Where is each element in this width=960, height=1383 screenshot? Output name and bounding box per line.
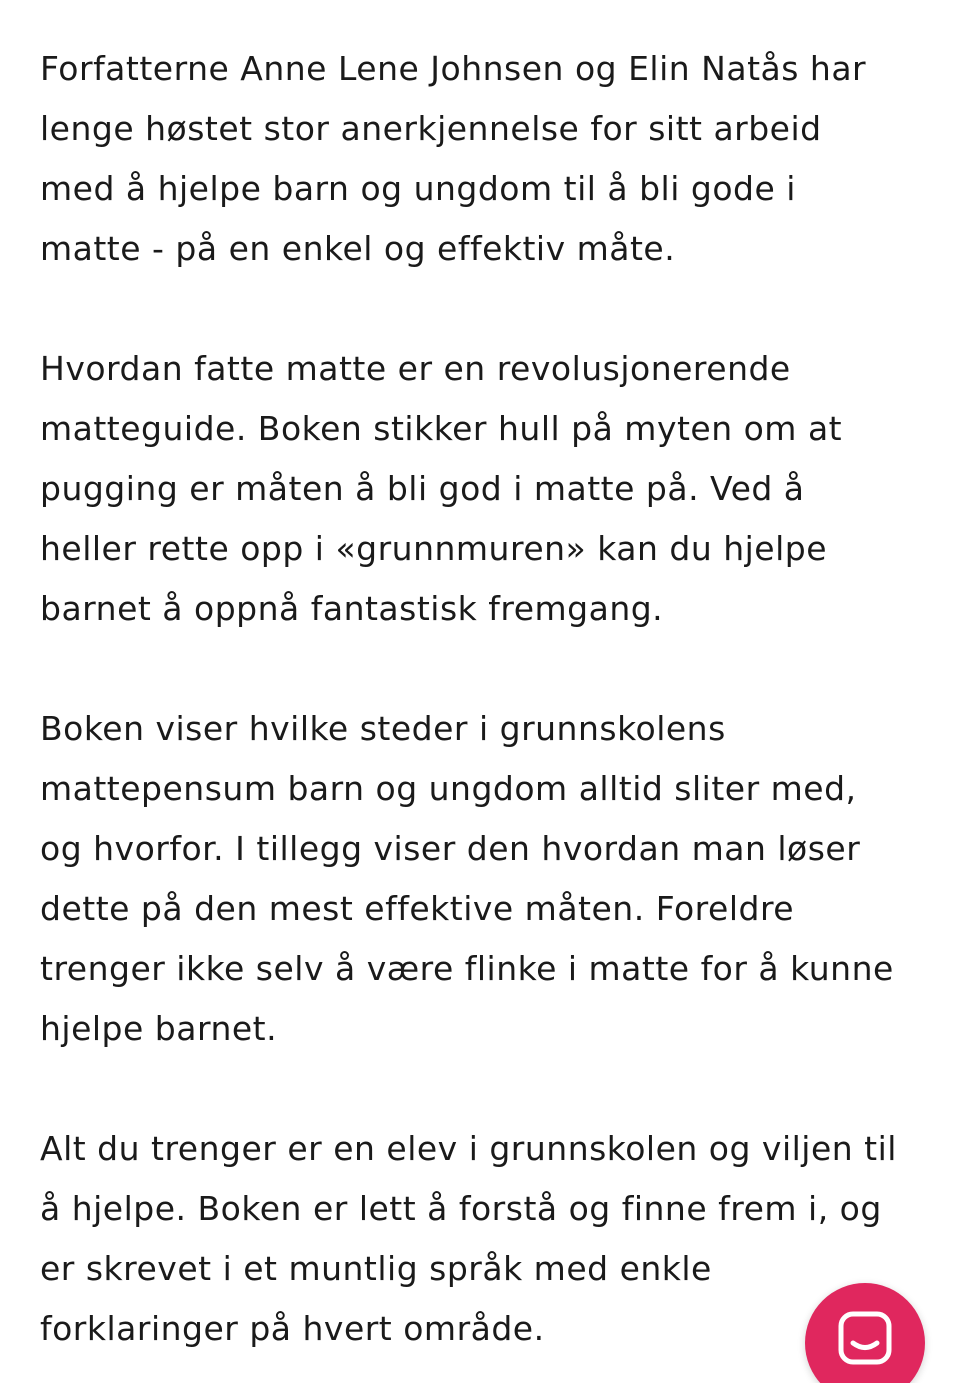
text-line: Alt du trenger er en elev i grunnskolen og viljen til [40,1129,897,1168]
paragraph-2 [40,339,940,639]
text-line: dette på den mest effektive måten. Foreldre [40,889,795,928]
text-line: Hvordan fatte matte er en revolusjonerende [40,349,791,388]
text-line: er skrevet i et muntlig språk med enkle [40,1249,712,1288]
text-line: forklaringer på hvert område. [40,1309,545,1348]
paragraph-4 [40,1119,940,1359]
text-line: matteguide. Boken stikker hull på myten om at [40,409,843,448]
text-line: trenger ikke selv å være flinke i matte for å kunne [40,949,894,988]
text-line: Forfatterne Anne Lene Johnsen og Elin Natås har [40,49,867,88]
text-line: hjelpe barnet. [40,1009,278,1048]
text-line: med å hjelpe barn og ungdom til å bli gode i [40,169,796,208]
text-line: pugging er måten å bli god i matte på. Ved å [40,469,805,508]
paragraph-3 [40,699,940,1059]
text-line: matte - på en enkel og effektiv måte. [40,229,676,268]
chat-bubble-icon [837,1310,893,1366]
text-line: lenge høstet stor anerkjennelse for sitt arbeid [40,109,822,148]
book-description [40,39,940,1383]
text-line: Boken viser hvilke steder i grunnskolens [40,709,726,748]
text-line: mattepensum barn og ungdom alltid sliter med, [40,769,857,808]
text-line: heller rette opp i «grunnmuren» kan du hjelpe [40,529,828,568]
text-line: barnet å oppnå fantastisk fremgang. [40,589,664,628]
text-line: og hvorfor. I tillegg viser den hvordan man løser [40,829,861,868]
text-line: å hjelpe. Boken er lett å forstå og finne frem i, og [40,1189,882,1228]
paragraph-1 [40,39,940,279]
